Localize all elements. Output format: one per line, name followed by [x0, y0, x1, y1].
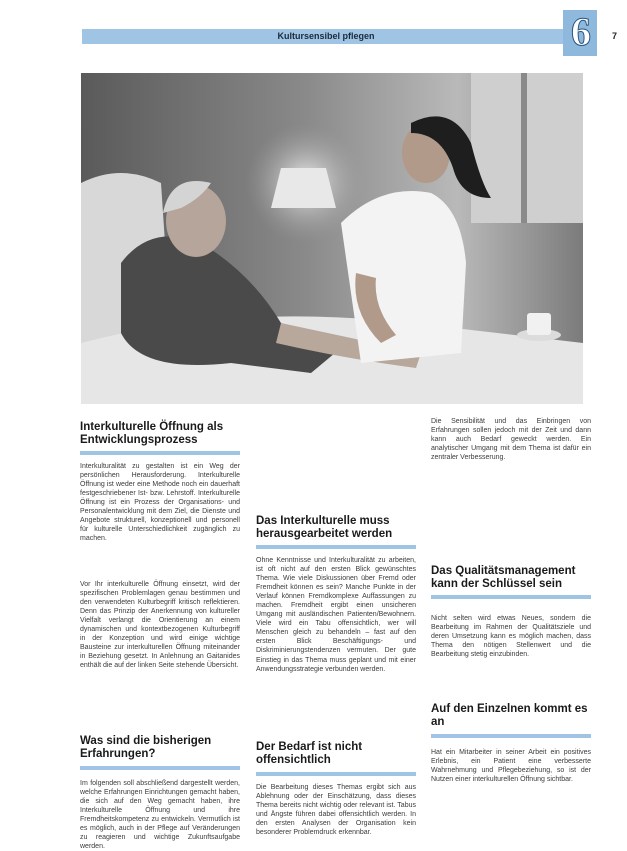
paragraph-2: Vor Ihr interkulturelle Öffnung einsetzt, wird der spezifischen Problemlagen genau bestimmen und den verwendeten Kulturbegriff kritisch reflektieren. Denn das Prinzip der Anerkennung von kultureller Vielfalt verlangt die Orientierung an einem dynamischen und kontextbezogenen Kulturbegriff in der Konzeption und wird einige wichtige Bausteine zur interkulturellen Öffnung miteinander in Beziehung gesetzt. In Anlehnung an Gaitanides enthält die auf der linken Seite stehende Übersicht.	[80, 581, 240, 670]
page-number: 7	[612, 31, 618, 41]
paragraph-1: Interkulturalität zu gestalten ist ein Weg der persönlichen Herausforderung. Interkulturelle Öffnung ist weder eine Methode noch ein dauerhaft festgeschriebener Ist- bzw. Lehrstoff. Interkulturelle Öffnung ist ein Prozess der Organisations- und Personalentwicklung mit dem Ziel, die Dienste und Angebote strukturell, konzeptionell und personell für kulturelle Unterschiedlichkeit zugänglich zu machen.	[80, 463, 240, 543]
heading-interkulturelle-herausgearbeitet: Das Interkulturelle muss herausgearbeitet werden	[256, 515, 393, 540]
paragraph-8: Hat ein Mitarbeiter in seiner Arbeit ein positives Erlebnis, ein Patient eine verbesserte Wahrnehmung und Pflegebeziehung, so ist der Nutzen einer interkulturellen Öffnung sichtbar.	[431, 749, 591, 784]
paragraph-5: Die Bearbeitung dieses Themas ergibt sich aus Ablehnung oder der Einschätzung, dass dieses Thema bereits nicht wichtig oder relevant ist. Tabus und Ängste führen dabei offensichtlich werden. In den ersten Analysen der Organisation kein besonderer Problemdruck erkennbar.	[256, 784, 416, 837]
paragraph-7: Nicht selten wird etwas Neues, sondern die Bearbeitung im Rahmen der Qualitätsziele und deren Umsetzung kann es möglich machen, dass Thema den nötigen Stellenwert und die Bearbeitung stetig einzubinden.	[431, 615, 591, 659]
chapter-number: 6	[571, 9, 591, 54]
heading-underline	[431, 734, 591, 738]
heading-underline	[80, 766, 240, 770]
heading-underline	[256, 772, 416, 776]
heading-auf-den-einzelnen: Auf den Einzelnen kommt es an	[431, 703, 588, 728]
heading-qualitaetsmanagement: Das Qualitätsmanagement kann der Schlüssel sein	[431, 565, 576, 590]
heading-bedarf-nicht-offensichtlich: Der Bedarf ist nicht offensichtlich	[256, 741, 363, 766]
heading-underline	[431, 595, 591, 599]
paragraph-3: Im folgenden soll abschließend dargestellt werden, welche Erfahrungen Einrichtungen gemacht haben, die sich auf den Weg gemacht haben, ihre Interkulturelle Öffnung und ihre Fremdheitskompetenz zu entwickeln. Vermutlich ist es möglich, auch in der Pflege auf Veränderungen zu reagieren und wichtige Zukunftsaufgabe werden.	[80, 780, 240, 851]
heading-interkulturelle-oeffnung: Interkulturelle Öffnung als Entwicklungsprozess	[80, 421, 224, 446]
paragraph-6: Die Sensibilität und das Einbringen von Erfahrungen sollen jedoch mit der Zeit und dann kann auch Bedarf geweckt werden. Ein analytischer Umgang mit dem Thema ist dafür ein zentraler Verbesserung.	[431, 418, 591, 462]
heading-underline	[256, 545, 416, 549]
heading-underline	[80, 451, 240, 455]
running-header-title: Kultursensibel pflegen	[277, 31, 375, 41]
photo-nurse-with-patient	[81, 73, 583, 404]
paragraph-4: Ohne Kenntnisse und Interkulturalität zu arbeiten, ist oft nicht auf den ersten Blick gewünschtes Thema. Wie viele Diskussionen über Fremd oder Fremdheit können es sein? Manche Punkte in der Verlauf können Fremdkomplexe Auffassungen zu machen. Fremdheit ergibt einen unsicheren Umgang mit ausländischen Patienten/Bewohnern. Viele wird ein Tabu offensichtlich, wer will Menschen gleich zu behandeln – fast auf den ersten Blick Beschäftigungs- und Diskriminierungstendenzen vermuten. Der gute Einstieg in das Thema muss geplant und mit einer Anwendungsstrategie verbunden werden.	[256, 557, 416, 673]
heading-bisherige-erfahrungen: Was sind die bisherigen Erfahrungen?	[80, 735, 212, 760]
header-bar	[82, 29, 570, 44]
